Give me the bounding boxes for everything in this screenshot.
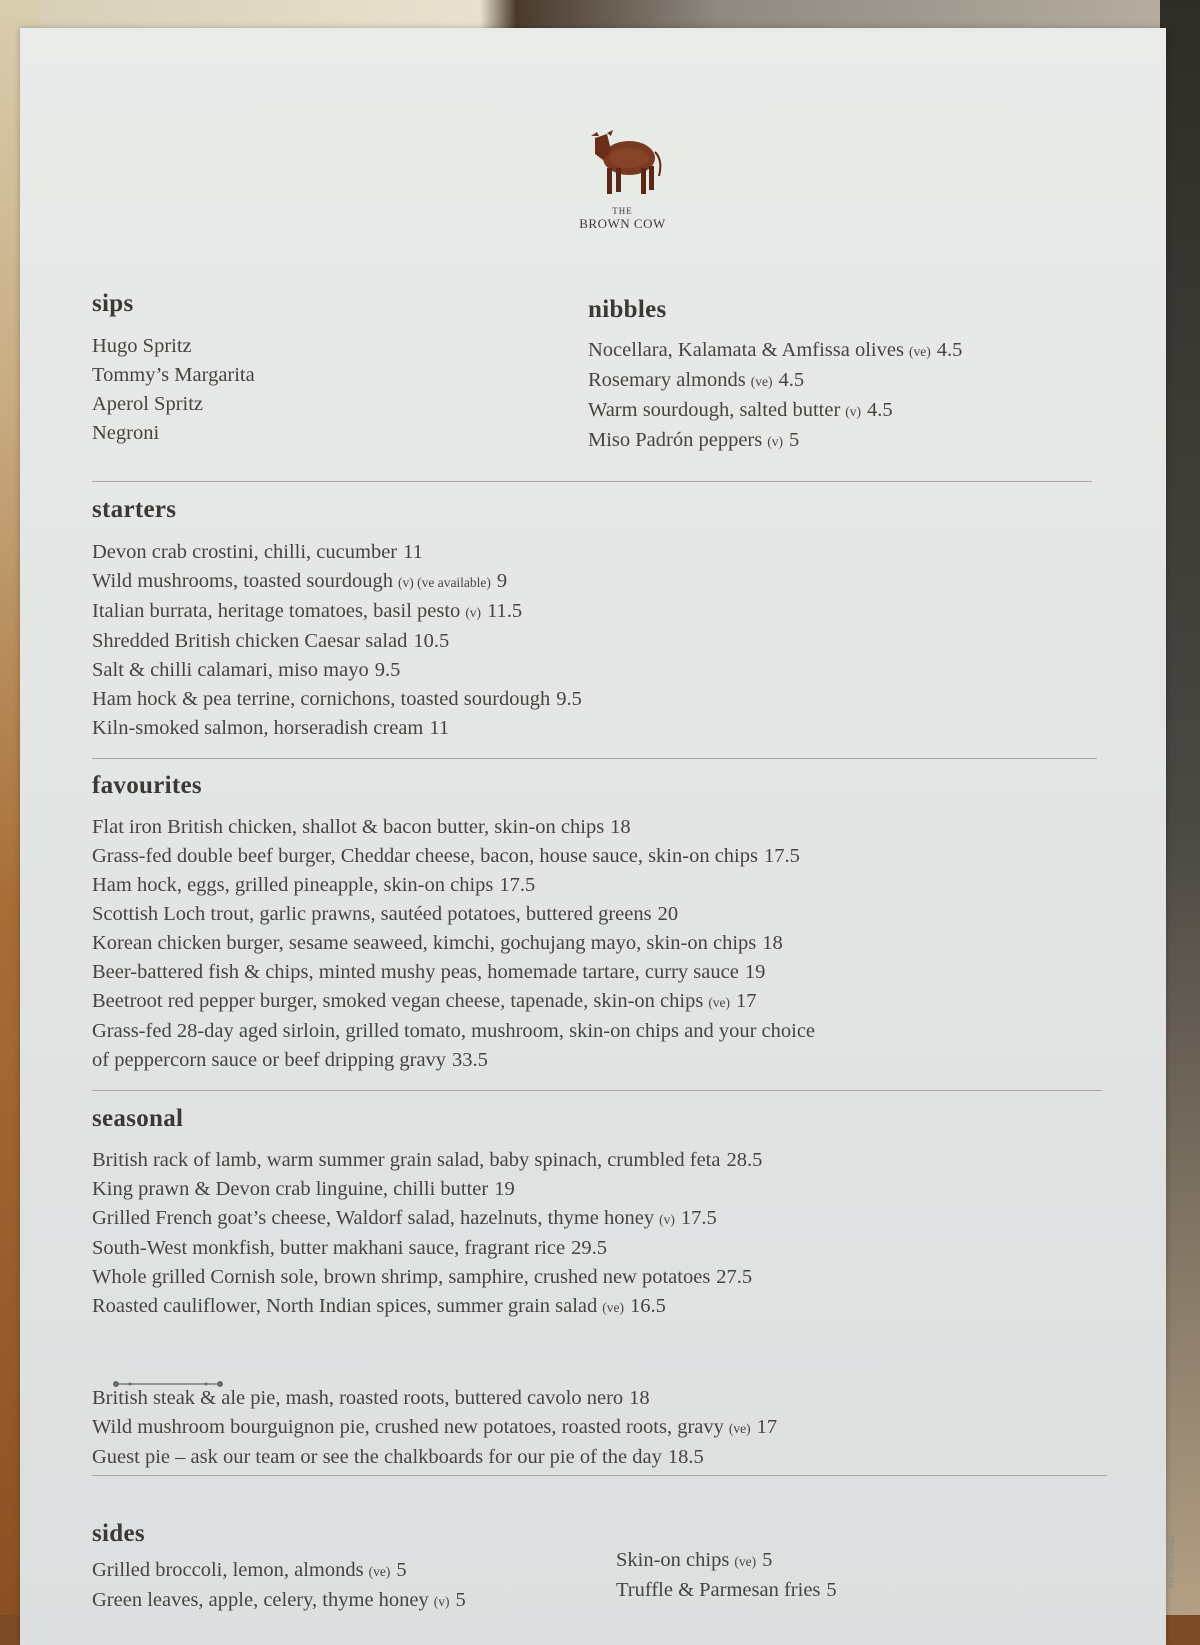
divider <box>92 1475 1107 1476</box>
sides-list-right <box>616 1546 837 1605</box>
section-title-favourites: favourites <box>92 772 202 799</box>
divider <box>92 481 1092 482</box>
print-code: PSC32b-CMM4 <box>1167 1535 1176 1588</box>
list-item: Ham hock & pea terrine, cornichons, toasted sourdough 9.5 <box>92 688 582 710</box>
list-item: Aperol Spritz <box>92 393 204 415</box>
list-item: King prawn & Devon crab linguine, chilli butter 19 <box>92 1178 515 1200</box>
list-item: Truffle & Parmesan fries 5 <box>616 1579 837 1601</box>
list-item: Skin-on chips (ve) 5 <box>616 1549 773 1571</box>
sides-list-left <box>92 1556 466 1616</box>
list-item: of peppercorn sauce or beef dripping gravy 33.5 <box>92 1049 488 1071</box>
section-title-seasonal: seasonal <box>92 1105 184 1132</box>
list-item: Warm sourdough, salted butter (v) 4.5 <box>588 399 893 421</box>
favourites-list <box>92 813 815 1075</box>
list-item: South-West monkfish, butter makhani sauce, fragrant rice 29.5 <box>92 1237 607 1259</box>
list-item: Flat iron British chicken, shallot & bacon butter, skin-on chips 18 <box>92 816 631 838</box>
list-item: Grilled French goat’s cheese, Waldorf salad, hazelnuts, thyme honey (v) 17.5 <box>92 1207 717 1229</box>
list-item: Salt & chilli calamari, miso mayo 9.5 <box>92 659 401 681</box>
list-item: Tommy’s Margarita <box>92 364 255 386</box>
section-title-sips: sips <box>92 290 134 317</box>
list-item: Guest pie – ask our team or see the chalkboards for our pie of the day 18.5 <box>92 1446 704 1468</box>
logo-name-text: BROWN COW <box>579 216 666 231</box>
list-item: Wild mushrooms, toasted sourdough (v) (ve available) 9 <box>92 570 508 592</box>
list-item: Kiln-smoked salmon, horseradish cream 11 <box>92 717 450 739</box>
list-item: Rosemary almonds (ve) 4.5 <box>588 369 805 391</box>
divider <box>92 758 1097 759</box>
list-item: Shredded British chicken Caesar salad 10.5 <box>92 630 450 652</box>
starters-list <box>92 538 582 743</box>
list-item: British steak & ale pie, mash, roasted roots, buttered cavolo nero 18 <box>92 1387 650 1409</box>
list-item: Italian burrata, heritage tomatoes, basil pesto (v) 11.5 <box>92 600 523 622</box>
list-item: Devon crab crostini, chilli, cucumber 11 <box>92 541 423 563</box>
list-item: Miso Padrón peppers (v) 5 <box>588 429 800 451</box>
pies-list <box>92 1384 777 1472</box>
list-item: Grass-fed 28-day aged sirloin, grilled tomato, mushroom, skin-on chips and your choice <box>92 1020 816 1042</box>
list-item: Ham hock, eggs, grilled pineapple, skin-on chips 17.5 <box>92 874 536 896</box>
section-title-sides: sides <box>92 1520 145 1547</box>
logo-the-text: THE <box>612 206 633 216</box>
seasonal-list <box>92 1146 762 1322</box>
list-item: Grilled broccoli, lemon, almonds (ve) 5 <box>92 1559 407 1581</box>
list-item: Negroni <box>92 422 160 444</box>
divider <box>92 1090 1102 1091</box>
list-item: Green leaves, apple, celery, thyme honey (v) 5 <box>92 1589 466 1611</box>
section-title-nibbles: nibbles <box>588 296 667 323</box>
list-item: Scottish Loch trout, garlic prawns, sautéed potatoes, buttered greens 20 <box>92 903 679 925</box>
menu-sheet <box>20 28 1176 1645</box>
section-title-starters: starters <box>92 496 177 523</box>
nibbles-list <box>588 336 962 456</box>
brand-logo <box>560 120 685 232</box>
list-item: Beetroot red pepper burger, smoked vegan cheese, tapenade, skin-on chips (ve) 17 <box>92 990 757 1012</box>
sips-list <box>92 332 255 448</box>
list-item: Nocellara, Kalamata & Amfissa olives (ve) 4.5 <box>588 339 963 361</box>
cow-icon <box>581 120 665 200</box>
list-item: Roasted cauliflower, North Indian spices, summer grain salad (ve) 16.5 <box>92 1295 666 1317</box>
background-right <box>1160 0 1200 1645</box>
list-item: Beer-battered fish & chips, minted mushy peas, homemade tartare, curry sauce 19 <box>92 961 766 983</box>
list-item: Wild mushroom bourguignon pie, crushed new potatoes, roasted roots, gravy (ve) 17 <box>92 1416 778 1438</box>
list-item: Whole grilled Cornish sole, brown shrimp, samphire, crushed new potatoes 27.5 <box>92 1266 753 1288</box>
list-item: Korean chicken burger, sesame seaweed, kimchi, gochujang mayo, skin-on chips 18 <box>92 932 783 954</box>
list-item: Hugo Spritz <box>92 335 192 357</box>
list-item: British rack of lamb, warm summer grain salad, baby spinach, crumbled feta 28.5 <box>92 1149 763 1171</box>
list-item: Grass-fed double beef burger, Cheddar cheese, bacon, house sauce, skin-on chips 17.5 <box>92 845 800 867</box>
